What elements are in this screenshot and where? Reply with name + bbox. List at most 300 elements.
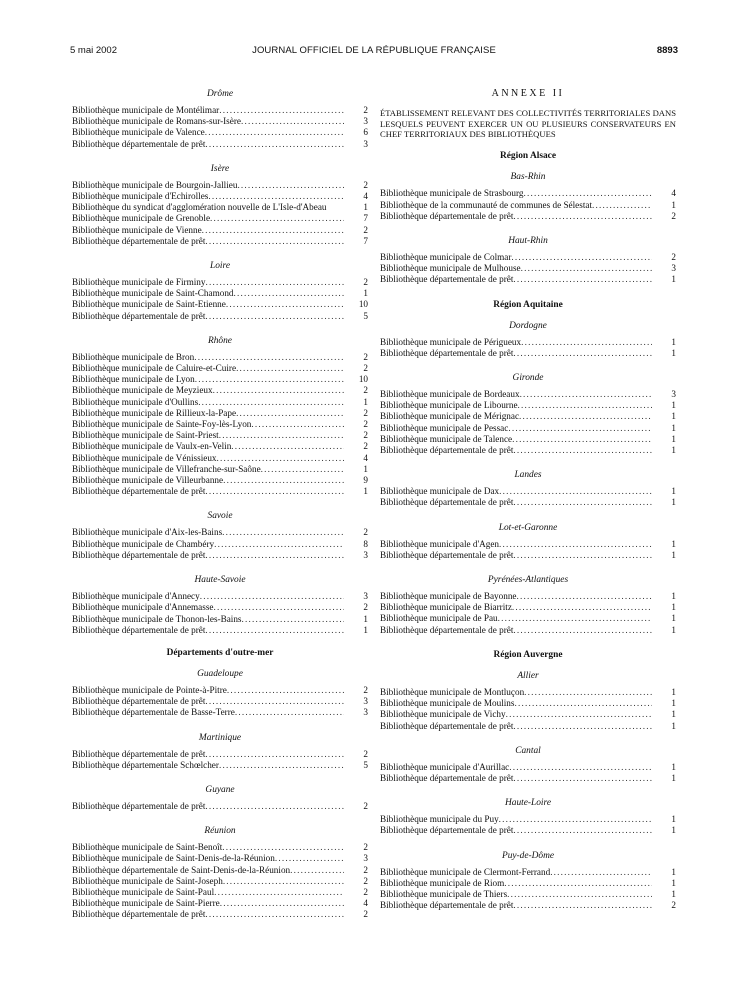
library-name: Bibliothèque municipale de Pessac xyxy=(380,422,509,433)
library-name: Bibliothèque municipale de Vénissieux xyxy=(72,452,217,463)
library-name: Bibliothèque départementale de prêt xyxy=(380,210,514,221)
department-title: Puy-de-Dôme xyxy=(501,850,555,861)
dot-leader xyxy=(205,696,344,707)
department-title: Martinique xyxy=(198,732,242,743)
post-count: 3 xyxy=(363,549,368,560)
library-name: Bibliothèque municipale de Bayonne xyxy=(380,591,517,602)
department-section xyxy=(72,784,368,812)
library-name: Bibliothèque municipale de Dax xyxy=(380,486,500,497)
library-name: Bibliothèque municipale de Saint-Chamond xyxy=(72,288,234,299)
library-row xyxy=(72,105,368,116)
library-name: Bibliothèque municipale de Biarritz xyxy=(380,602,512,613)
library-row xyxy=(72,374,368,385)
dot-leader xyxy=(507,889,652,900)
library-row xyxy=(380,613,676,624)
post-count: 1 xyxy=(671,274,676,285)
department-title: Haute-Loire xyxy=(504,798,551,809)
dot-leader xyxy=(208,191,344,202)
library-name: Bibliothèque municipale d'Aurillac xyxy=(380,761,510,772)
library-row xyxy=(380,814,676,825)
department-title: Guyane xyxy=(205,784,235,795)
library-name: Bibliothèque départementale de prêt xyxy=(72,800,206,811)
post-count: 2 xyxy=(363,419,368,430)
post-count: 1 xyxy=(671,347,676,358)
library-name: Bibliothèque municipale de Bourgoin-Jallieu xyxy=(72,179,238,190)
right-column xyxy=(380,88,676,924)
post-count: 2 xyxy=(363,886,368,897)
library-row xyxy=(380,709,676,720)
library-name: Bibliothèque municipale de Romans-sur-Isère xyxy=(72,116,241,127)
dot-leader xyxy=(205,236,344,247)
department-section xyxy=(380,797,676,836)
library-name: Bibliothèque du syndicat d'agglomération nouvelle de L'Isle-d'Abeau xyxy=(72,202,327,213)
library-name: Bibliothèque municipale de Mulhouse xyxy=(380,263,521,274)
post-count: 7 xyxy=(363,213,368,224)
library-name: Bibliothèque municipale de Montluçon xyxy=(380,686,525,697)
department-title: Réunion xyxy=(204,826,236,837)
library-row xyxy=(380,411,676,422)
library-row xyxy=(72,299,368,310)
library-name: Bibliothèque municipale de Saint-Joseph xyxy=(72,875,223,886)
dot-leader xyxy=(513,900,652,911)
department-title: Haute-Savoie xyxy=(194,575,246,586)
dot-leader xyxy=(524,687,652,698)
post-count: 1 xyxy=(671,720,676,731)
library-row xyxy=(72,213,368,224)
post-count: 1 xyxy=(671,761,676,772)
department-section xyxy=(72,732,368,771)
library-name: Bibliothèque municipale de Firminy xyxy=(72,277,206,288)
library-row xyxy=(72,887,368,898)
library-row xyxy=(72,842,368,853)
dot-leader xyxy=(227,685,344,696)
department-section xyxy=(72,163,368,247)
library-name: Bibliothèque municipale de Colmar xyxy=(380,252,512,263)
department-title: Landes xyxy=(514,470,542,481)
post-count: 1 xyxy=(671,602,676,613)
post-count: 2 xyxy=(363,800,368,811)
dot-leader xyxy=(513,211,652,222)
library-row xyxy=(72,464,368,475)
library-name: Bibliothèque municipale d'Oullins xyxy=(72,396,199,407)
dot-leader xyxy=(261,464,344,475)
library-name: Bibliothèque municipale de Rillieux-la-Pape xyxy=(72,407,237,418)
post-count: 4 xyxy=(363,191,368,202)
post-count: 1 xyxy=(671,400,676,411)
department-section xyxy=(72,668,368,719)
library-row xyxy=(380,539,676,550)
dot-leader xyxy=(205,909,344,920)
department-title: Allier xyxy=(517,670,539,681)
library-name: Bibliothèque départementale de prêt xyxy=(72,310,206,321)
department-section xyxy=(72,260,368,322)
department-section xyxy=(380,522,676,561)
post-count: 3 xyxy=(363,696,368,707)
library-name: Bibliothèque départementale de prêt xyxy=(72,138,206,149)
library-row xyxy=(72,486,368,497)
post-count: 3 xyxy=(363,707,368,718)
library-name: Bibliothèque municipale de Riom xyxy=(380,877,505,888)
post-count: 2 xyxy=(363,441,368,452)
library-row xyxy=(72,180,368,191)
dot-leader xyxy=(511,252,652,263)
library-row xyxy=(380,263,676,274)
post-count: 2 xyxy=(363,224,368,235)
dot-leader xyxy=(513,625,652,636)
library-row xyxy=(380,698,676,709)
post-count: 2 xyxy=(363,105,368,115)
post-count: 1 xyxy=(671,486,676,497)
post-count: 1 xyxy=(671,538,676,549)
dot-leader xyxy=(513,445,652,456)
dot-leader xyxy=(205,139,344,150)
library-name: Bibliothèque municipale d'Annecy xyxy=(72,591,200,602)
post-count: 2 xyxy=(363,602,368,613)
department-title: Lot-et-Garonne xyxy=(498,522,558,533)
dot-leader xyxy=(198,397,344,408)
library-name: Bibliothèque municipale de Vienne xyxy=(72,224,202,235)
dot-leader xyxy=(205,801,344,812)
post-count: 1 xyxy=(671,772,676,783)
post-count: 5 xyxy=(363,759,368,770)
library-name: Bibliothèque municipale de Montélimar xyxy=(72,105,220,115)
annexe-description: ÉTABLISSEMENT RELEVANT DES COLLECTIVITÉS TERRITORIALES DANS LESQUELS PEUVENT EXERCER UN OU PLUSIEURS CONSERVATEURS EN CHEF TERRITORIAUX DES BIBLIOTHÈQUES xyxy=(380,108,676,140)
library-name: Bibliothèque municipale de Moulins xyxy=(380,698,515,709)
library-row xyxy=(380,900,676,911)
post-count: 3 xyxy=(363,116,368,127)
department-title: Guadeloupe xyxy=(197,668,243,679)
department-section xyxy=(380,850,676,912)
library-row xyxy=(72,191,368,202)
dot-leader xyxy=(194,352,344,363)
library-row xyxy=(72,707,368,718)
post-count: 2 xyxy=(671,252,676,263)
library-row xyxy=(380,497,676,508)
library-name: Bibliothèque municipale de Vichy xyxy=(380,709,506,720)
library-name: Bibliothèque municipale de Villefranche-sur-Saône xyxy=(72,463,261,474)
dot-leader xyxy=(237,180,344,191)
library-row xyxy=(72,801,368,812)
post-count: 4 xyxy=(363,452,368,463)
dot-leader xyxy=(214,887,344,898)
dot-leader xyxy=(236,408,344,419)
post-count: 1 xyxy=(363,396,368,407)
library-name: Bibliothèque municipale d'Aix-les-Bains xyxy=(72,527,223,538)
dot-leader xyxy=(205,550,344,561)
library-row xyxy=(72,876,368,887)
library-row xyxy=(72,696,368,707)
department-section xyxy=(72,574,368,636)
dot-leader xyxy=(205,127,344,138)
library-name: Bibliothèque départementale de prêt xyxy=(380,624,514,635)
library-row xyxy=(380,773,676,784)
dot-leader xyxy=(220,898,344,909)
library-name: Bibliothèque municipale de Saint-Priest xyxy=(72,430,219,441)
dot-leader xyxy=(513,721,652,732)
post-count: 2 xyxy=(363,277,368,288)
library-row xyxy=(72,419,368,430)
post-count: 6 xyxy=(363,127,368,138)
department-title: Cantal xyxy=(515,745,541,756)
library-row xyxy=(380,274,676,285)
post-count: 2 xyxy=(363,407,368,418)
header-journal-title: JOURNAL OFFICIEL DE LA RÉPUBLIQUE FRANÇAISE xyxy=(252,45,496,56)
library-row xyxy=(72,625,368,636)
library-name: Bibliothèque départementale de prêt xyxy=(72,549,206,560)
department-title: Isère xyxy=(210,163,230,174)
post-count: 1 xyxy=(671,411,676,422)
post-count: 3 xyxy=(363,138,368,149)
library-row xyxy=(72,408,368,419)
library-row xyxy=(72,527,368,538)
dot-leader xyxy=(508,423,652,434)
library-name: Bibliothèque municipale de Thonon-les-Bains xyxy=(72,613,242,624)
library-row xyxy=(72,236,368,247)
dot-leader xyxy=(513,550,652,561)
library-name: Bibliothèque municipale de Grenoble xyxy=(72,213,211,224)
dot-leader xyxy=(235,707,344,718)
library-row xyxy=(72,311,368,322)
post-count: 1 xyxy=(671,613,676,624)
dot-leader xyxy=(200,591,344,602)
department-section xyxy=(380,670,676,732)
library-row xyxy=(380,188,676,199)
library-row xyxy=(72,550,368,561)
library-row xyxy=(72,591,368,602)
library-name: Bibliothèque départementale de prêt xyxy=(380,445,514,456)
dot-leader xyxy=(205,277,344,288)
post-count: 2 xyxy=(363,864,368,875)
dot-leader xyxy=(290,865,344,876)
dot-leader xyxy=(205,311,344,322)
library-name: Bibliothèque départementale de prêt xyxy=(72,909,206,920)
post-count: 5 xyxy=(363,310,368,321)
post-count: 2 xyxy=(671,900,676,911)
library-row xyxy=(72,909,368,920)
library-name: Bibliothèque départementale de Basse-Terre xyxy=(72,707,235,718)
library-name: Bibliothèque départementale de prêt xyxy=(380,347,514,358)
dot-leader xyxy=(524,188,653,199)
library-name: Bibliothèque municipale de Lyon xyxy=(72,374,195,385)
library-row xyxy=(72,539,368,550)
library-row xyxy=(380,721,676,732)
library-row xyxy=(380,625,676,636)
post-count: 7 xyxy=(363,235,368,246)
left-column xyxy=(72,88,368,934)
library-row xyxy=(380,211,676,222)
library-name: Bibliothèque départementale de prêt xyxy=(380,900,514,911)
library-row xyxy=(380,591,676,602)
library-name: Bibliothèque départementale de prêt xyxy=(380,825,514,836)
dot-leader xyxy=(509,762,652,773)
annexe-title: ANNEXE II xyxy=(491,88,565,99)
library-row xyxy=(72,898,368,909)
region-title: Région Alsace xyxy=(500,151,556,162)
dot-leader xyxy=(213,602,344,613)
library-name: Bibliothèque municipale de Valence xyxy=(72,127,205,138)
dot-leader xyxy=(517,591,652,602)
library-row xyxy=(72,853,368,864)
library-row xyxy=(380,867,676,878)
dot-leader xyxy=(205,749,344,760)
library-row xyxy=(72,225,368,236)
department-title: Dordogne xyxy=(509,320,547,331)
post-count: 2 xyxy=(363,430,368,441)
library-row xyxy=(380,252,676,263)
library-name: Bibliothèque départementale de prêt xyxy=(380,720,514,731)
post-count: 10 xyxy=(358,374,368,385)
library-name: Bibliothèque municipale de Saint-Benoît xyxy=(72,842,223,853)
library-row xyxy=(380,434,676,445)
dot-leader xyxy=(521,337,652,348)
dot-leader xyxy=(499,539,652,550)
library-row xyxy=(380,889,676,900)
dot-leader xyxy=(231,441,344,452)
library-name: Bibliothèque départementale de prêt xyxy=(72,696,206,707)
dot-leader xyxy=(236,363,344,374)
department-title: Haut-Rhin xyxy=(508,236,548,247)
post-count: 2 xyxy=(363,179,368,190)
library-name: Bibliothèque municipale de Saint-Paul xyxy=(72,886,215,897)
library-name: Bibliothèque municipale de Périgueux xyxy=(380,336,522,347)
library-row xyxy=(380,423,676,434)
post-count: 1 xyxy=(671,686,676,697)
post-count: 9 xyxy=(363,475,368,486)
post-count: 1 xyxy=(363,486,368,497)
dot-leader xyxy=(513,348,652,359)
dot-leader xyxy=(514,698,652,709)
post-count: 3 xyxy=(363,853,368,864)
post-count: 2 xyxy=(363,842,368,853)
library-row xyxy=(72,352,368,363)
library-name: Bibliothèque municipale de Meyzieux xyxy=(72,385,213,396)
library-row xyxy=(380,602,676,613)
library-row xyxy=(72,602,368,613)
dot-leader xyxy=(518,400,652,411)
library-row xyxy=(380,687,676,698)
dot-leader xyxy=(251,419,344,430)
library-name: Bibliothèque municipale de Talence xyxy=(380,433,513,444)
library-name: Bibliothèque départementale de prêt xyxy=(380,772,514,783)
post-count: 1 xyxy=(363,463,368,474)
library-row xyxy=(72,749,368,760)
library-row xyxy=(380,348,676,359)
post-count: 1 xyxy=(671,866,676,877)
library-name: Bibliothèque départementale de prêt xyxy=(72,748,206,759)
dot-leader xyxy=(499,814,652,825)
dot-leader xyxy=(205,486,344,497)
library-name: Bibliothèque municipale d'Agen xyxy=(380,538,500,549)
library-name: Bibliothèque départementale de prêt xyxy=(72,486,206,497)
library-name: Bibliothèque municipale de Sainte-Foy-lès-Lyon xyxy=(72,419,252,430)
department-section xyxy=(380,171,676,222)
post-count: 3 xyxy=(671,389,676,400)
post-count: 8 xyxy=(363,538,368,549)
post-count: 1 xyxy=(671,549,676,560)
post-count: 1 xyxy=(671,445,676,456)
post-count: 1 xyxy=(671,814,676,825)
library-name: Bibliothèque municipale de Thiers xyxy=(380,888,508,899)
library-name: Bibliothèque municipale de Caluire-et-Cuire xyxy=(72,363,237,374)
department-title: Loire xyxy=(210,261,230,272)
dot-leader xyxy=(512,434,652,445)
dot-leader xyxy=(222,842,344,853)
post-count: 1 xyxy=(671,422,676,433)
page-header xyxy=(70,45,678,61)
library-row xyxy=(380,825,676,836)
post-count: 2 xyxy=(363,385,368,396)
library-name: Bibliothèque municipale de Mérignac xyxy=(380,411,520,422)
library-row xyxy=(72,139,368,150)
post-count: 3 xyxy=(671,263,676,274)
dot-leader xyxy=(226,299,344,310)
post-count: 4 xyxy=(363,898,368,909)
department-title: Savoie xyxy=(207,511,233,522)
department-section xyxy=(380,574,676,636)
post-count: 1 xyxy=(363,624,368,635)
library-row xyxy=(72,288,368,299)
dot-leader xyxy=(513,274,652,285)
library-name: Bibliothèque municipale de Vaulx-en-Velin xyxy=(72,441,232,452)
post-count: 1 xyxy=(671,888,676,899)
post-count: 1 xyxy=(671,877,676,888)
library-name: Bibliothèque municipale de Pau xyxy=(380,613,498,624)
library-row xyxy=(380,486,676,497)
department-section xyxy=(72,825,368,920)
department-section xyxy=(380,745,676,784)
library-row xyxy=(380,550,676,561)
post-count: 2 xyxy=(363,909,368,920)
dot-leader xyxy=(202,225,344,236)
library-name: Bibliothèque municipale de Bordeaux xyxy=(380,389,520,400)
dot-leader xyxy=(222,527,344,538)
post-count: 1 xyxy=(671,433,676,444)
dot-leader xyxy=(213,385,344,396)
region-title: Région Aquitaine xyxy=(493,299,563,310)
region-title: Région Auvergne xyxy=(493,649,563,660)
library-name: Bibliothèque municipale du Puy xyxy=(380,814,499,825)
dot-leader xyxy=(195,374,344,385)
dot-leader xyxy=(275,853,344,864)
dot-leader xyxy=(520,389,652,400)
department-section xyxy=(380,372,676,456)
dot-leader xyxy=(519,411,652,422)
dot-leader xyxy=(234,288,344,299)
post-count: 1 xyxy=(363,288,368,299)
post-count: 2 xyxy=(671,210,676,221)
library-name: Bibliothèque municipale de Saint-Pierre xyxy=(72,898,220,909)
library-row xyxy=(72,475,368,486)
library-row xyxy=(72,453,368,464)
library-row xyxy=(380,200,676,211)
library-name: Bibliothèque de la communauté de communes de Sélestat xyxy=(380,199,593,210)
department-section xyxy=(72,88,368,150)
dot-leader xyxy=(219,105,344,116)
dot-leader xyxy=(592,200,652,211)
library-row xyxy=(380,337,676,348)
library-name: Bibliothèque départementale de prêt xyxy=(72,235,206,246)
dot-leader xyxy=(242,614,344,625)
library-row xyxy=(72,363,368,374)
dot-leader xyxy=(210,213,344,224)
library-row xyxy=(380,400,676,411)
dot-leader xyxy=(513,497,652,508)
dot-leader xyxy=(504,878,652,889)
library-row xyxy=(72,202,368,213)
department-section xyxy=(380,320,676,359)
library-row xyxy=(380,762,676,773)
library-row xyxy=(72,865,368,876)
